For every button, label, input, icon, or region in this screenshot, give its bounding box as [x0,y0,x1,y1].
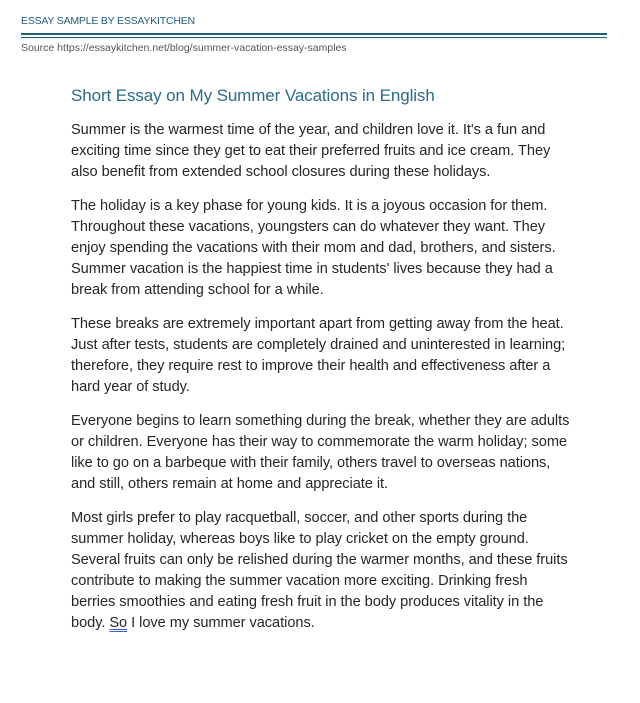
paragraph-3: These breaks are extremely important apart from getting away from the heat. Just after tests, students are completely drained and uninterested in learning; therefore, they require rest to improve their health and effectiveness after a hard year of study. [71,316,566,395]
paragraph-2: The holiday is a key phase for young kids. It is a joyous occasion for them. Throughout these vacations, youngsters can do whatever they want. They enjoy spending the vacations with their mom and dad, brothers, and sisters. Summer vacation is the happiest time in students' lives because they had a break from attending school for a while. [71,198,556,298]
paragraph-5-ending: I love my summer vacations. [127,615,315,631]
essay-title: Short Essay on My Summer Vacations in English [71,86,435,105]
document-header [21,14,607,55]
essay-body [71,84,571,647]
header-divider [21,33,607,38]
paragraph-1: Summer is the warmest time of the year, and children love it. It's a fun and exciting time since they get to eat their preferred fruits and ice cream. They also benefit from extended school closures during these holidays. [71,122,551,180]
source-line: Source https://essaykitchen.net/blog/summer-vacation-essay-samples [21,42,347,54]
header-title: ESSAY SAMPLE BY ESSAYKITCHEN [21,15,195,27]
paragraph-5-text: Most girls prefer to play racquetball, soccer, and other sports during the summer holiday, whereas boys like to play cricket on the empty ground. Several fruits can only be relished during the warmer months, and these fruits contribute to making the summer vacation more exciting. Drinking fresh berries smoothies and eating fresh fruit in the body produces vitality in the body. [71,510,568,631]
paragraph-5 [71,508,571,634]
grammar-suggestion-mark[interactable]: So [109,615,128,631]
paragraph-4: Everyone begins to learn something during the break, whether they are adults or children. Everyone has their way to commemorate the warm holiday; some like to go on a barbeque with their family, others travel to overseas nations, and still, others remain at home and appreciate it. [71,413,570,492]
